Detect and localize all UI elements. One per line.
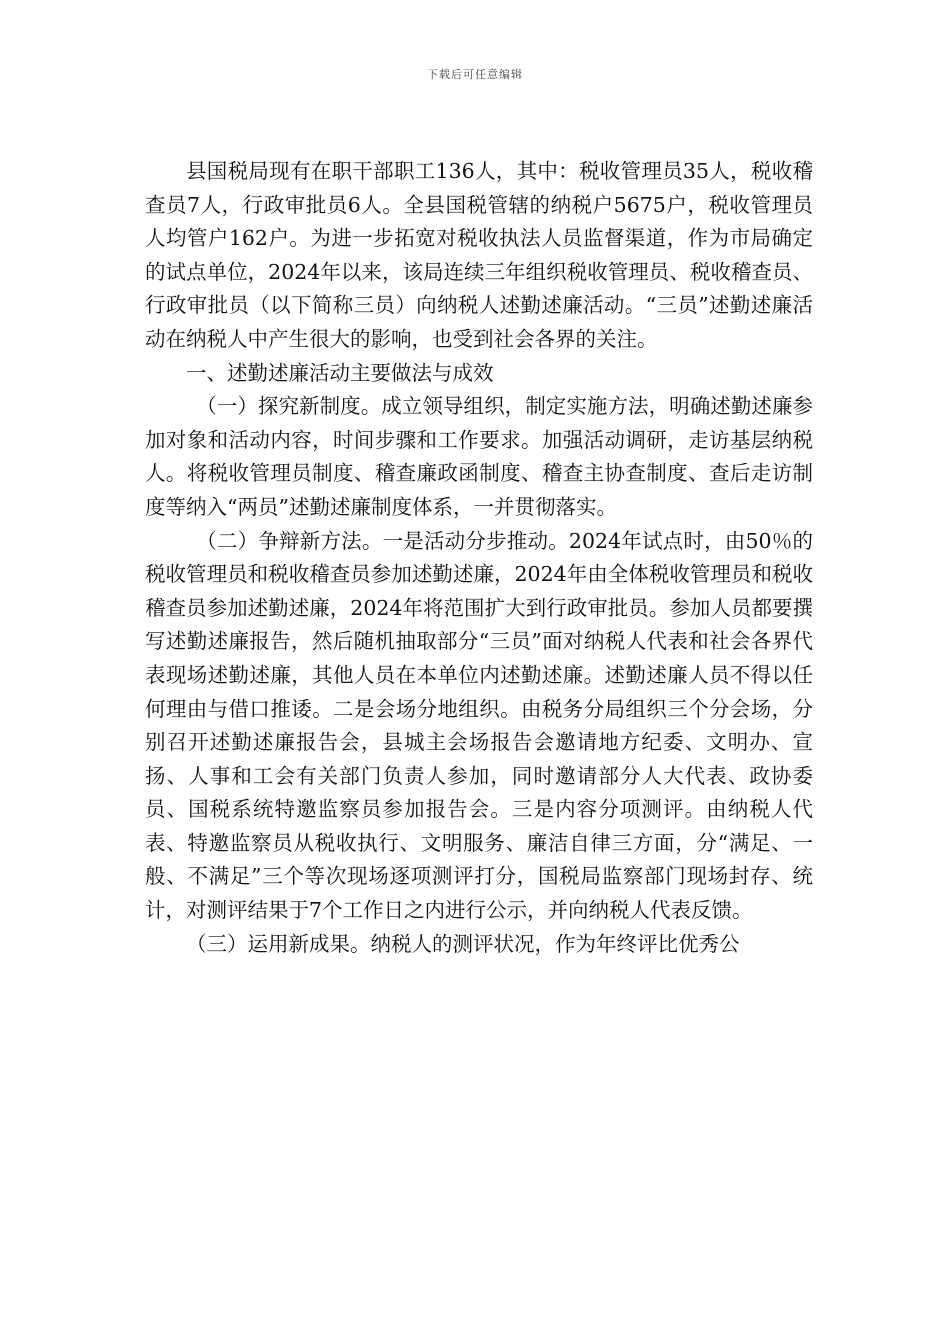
paragraph-new-results: （三）运用新成果。纳税人的测评状况，作为年终评比优秀公 — [186, 931, 740, 956]
paragraph-new-method: （二）争辩新方法。一是活动分步推动。2024年试点时，由50％的税收管理员和税收稽查员参加述勤述廉，2024年由全体税收管理员和税收稽查员参加述勤述廉，2024年将范围扩大到行政审批员。参加人员都要撰写述勤述廉报告，然后随机抽取部分“三员”面对纳税人代表和社会各界代表现场述勤述廉，其他人员在本单位内述勤述廉。述勤述廉人员不得以任何理由与借口推诿。二是会场分地组织。由税务分局组织三个分会场，分别召开述勤述廉报告会，县城主会场报告会邀请地方纪委、文明办、宣扬、人事和工会有关部门负责人参加，同时邀请部分人大代表、政协委员、国税系统特邀监察员参加报告会。三是内容分项测评。由纳税人代表、特邀监察员从税收执行、文明服务、廉洁自律三方面，分“满足、一般、不满足”三个等次现场逐项测评打分，国税局监察部门现场封存、统计，对测评结果于7个工作日之内进行公示，并向纳税人代表反馈。 — [145, 528, 813, 923]
section-heading: 一、述勤述廉活动主要做法与成效 — [186, 360, 494, 385]
document-body — [145, 155, 813, 961]
page-header-note: 下载后可任意编辑 — [427, 68, 523, 81]
paragraph-new-system: （一）探究新制度。成立领导组织，制定实施方法，明确述勤述廉参加对象和活动内容，时间步骤和工作要求。加强活动调研，走访基层纳税人。将税收管理员制度、稽查廉政函制度、稽查主协查制度、查后走访制度等纳入“两员”述勤述廉制度体系，一并贯彻落实。 — [145, 394, 813, 519]
paragraph-intro: 县国税局现有在职干部职工136人，其中：税收管理员35人，税收稽查员7人，行政审批员6人。全县国税管辖的纳税户5675户，税收管理员人均管户162户。为进一步拓宽对税收执法人员监督渠道，作为市局确定的试点单位，2024年以来，该局连续三年组织税收管理员、税收稽查员、行政审批员（以下简称三员）向纳税人述勤述廉活动。“三员”述勤述廉活动在纳税人中产生很大的影响，也受到社会各界的关注。 — [145, 159, 813, 351]
